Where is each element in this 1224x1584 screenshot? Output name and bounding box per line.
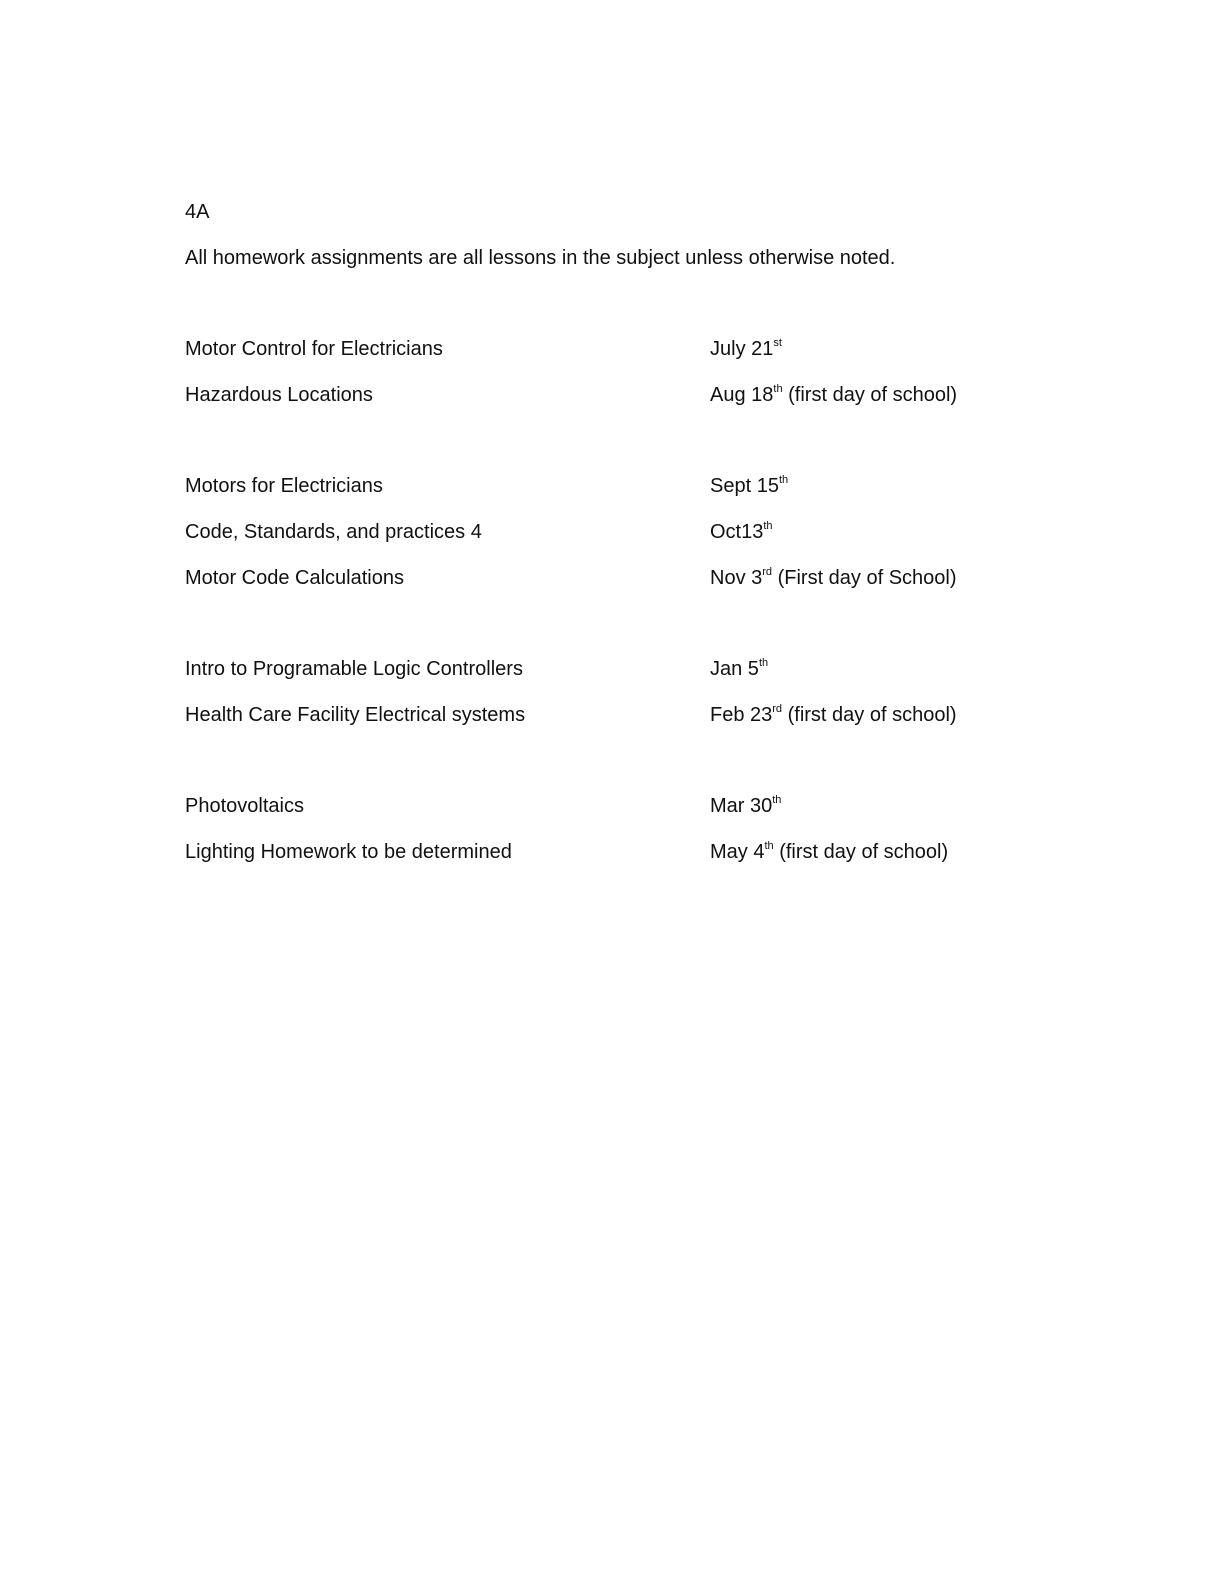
due-date [710,336,782,362]
schedule-row [185,382,1045,408]
schedule-row [185,336,1045,362]
homework-note: All homework assignments are all lessons in the subject unless otherwise noted. [185,247,896,269]
schedule-row [185,656,1045,682]
date-remark: (first day of school) [773,841,949,863]
schedule-row [185,519,1045,545]
schedule-row [185,793,1045,819]
date-text: Sept 15 [710,475,779,497]
date-remark: (First day of School) [772,567,957,589]
date-remark: (first day of school) [782,704,957,726]
subject-name: Motor Code Calculations [185,567,404,589]
date-text: July 21 [710,338,774,360]
due-date [710,473,788,499]
subject-name: Lighting Homework to be determined [185,841,512,863]
date-text: Aug 18 [710,384,774,406]
date-text: Jan 5 [710,658,759,680]
due-date [710,839,948,865]
subject-name: Photovoltaics [185,795,304,817]
due-date [710,702,957,728]
ordinal-suffix: st [773,337,782,349]
subject-name: Motors for Electricians [185,475,383,497]
schedule-row [185,473,1045,499]
due-date [710,565,957,591]
ordinal-suffix: rd [762,566,773,578]
subject-name: Code, Standards, and practices 4 [185,521,482,543]
date-text: Nov 3 [710,567,763,589]
due-date [710,793,781,819]
due-date [710,382,957,408]
schedule-row [185,702,1045,728]
ordinal-suffix: th [772,794,782,806]
date-text: Oct13 [710,521,764,543]
date-text: Mar 30 [710,795,773,817]
ordinal-suffix: th [778,474,789,486]
subject-name: Health Care Facility Electrical systems [185,704,526,726]
due-date [710,656,768,682]
due-date [710,519,773,545]
ordinal-suffix: th [773,383,783,395]
ordinal-suffix: rd [772,703,783,715]
date-remark: (first day of school) [782,384,958,406]
ordinal-suffix: th [764,840,774,852]
schedule-row [185,565,1045,591]
subject-name: Intro to Programable Logic Controllers [185,658,523,680]
subject-name: Motor Control for Electricians [185,338,443,360]
subject-name: Hazardous Locations [185,384,373,406]
ordinal-suffix: th [758,657,769,669]
ordinal-suffix: th [763,520,773,532]
date-text: Feb 23 [710,704,773,726]
document-heading: 4A [185,201,210,223]
date-text: May 4 [710,841,765,863]
schedule-row [185,839,1045,865]
